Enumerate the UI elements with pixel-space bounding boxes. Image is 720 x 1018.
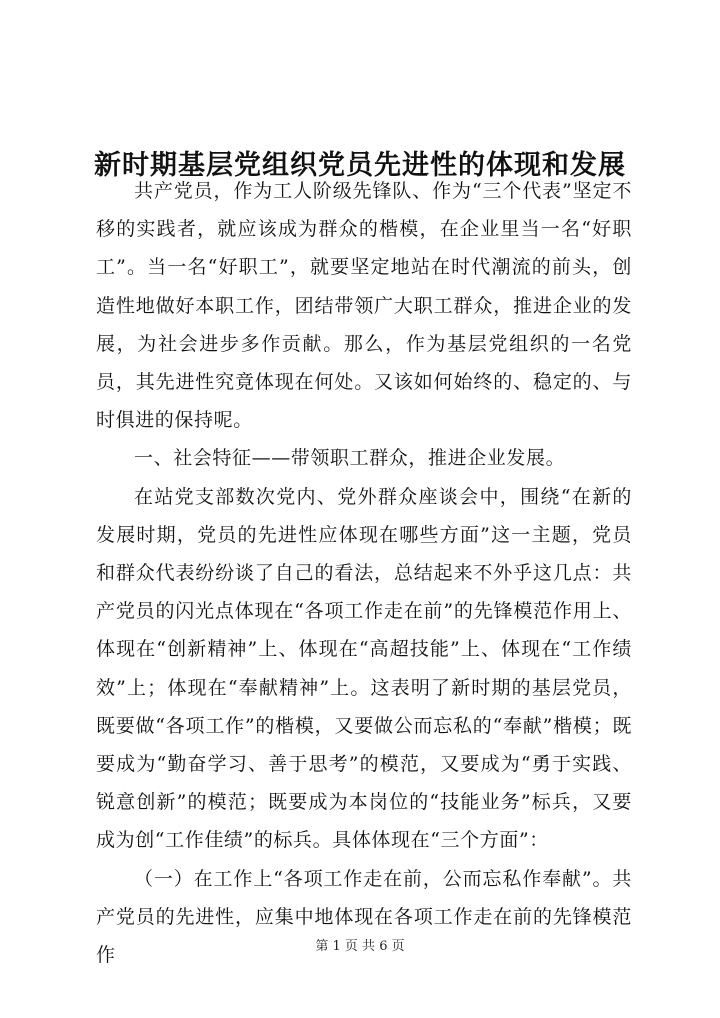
document-title: 新时期基层党组织党员先进性的体现和发展 (94, 150, 626, 182)
paragraph-subsection-1: （一）在工作上“各项工作走在前，公而忘私作奉献”。共产党员的先进性，应集中地体现在各项工作走在前的先锋模范作 (96, 867, 632, 967)
paragraph-discussion: 在站党支部数次党内、党外群众座谈会中，围绕“在新的发展时期，党员的先进性应体现在哪些方面”这一主题，党员和群众代表纷纷谈了自己的看法，总结起来不外乎这几点：共产党员的闪光点体现在“各项工作走在前”的先锋模范作用上、体现在“创新精神”上、体现在“高超技能”上、体现在“工作绩效”上；体现在“奉献精神”上。这表明了新时期的基层党员，既要做“各项工作”的楷模，又要做公而忘私的“奉献”楷模；既要成为“勤奋学习、善于思考”的模范，又要成为“勇于实践、锐意创新”的模范；既要成为本岗位的“技能业务”标兵，又要成为创“工作佳绩”的标兵。具体体现在“三个方面”： (96, 485, 632, 852)
section-heading-1: 一、社会特征——带领职工群众，推进企业发展。 (134, 447, 566, 470)
document-body (96, 172, 632, 974)
page-number-footer: 第 1 页 共 6 页 (315, 939, 405, 954)
paragraph-intro: 共产党员，作为工人阶级先锋队、作为“三个代表”坚定不移的实践者，就应该成为群众的楷模，在企业里当一名“好职工”。当一名“好职工”，就要坚定地站在时代潮流的前头，创造性地做好本职工作，团结带领广大职工群众，推进企业的发展，为社会进步多作贡献。那么，作为基层党组织的一名党员，其先进性究竟体现在何处。又该如何始终的、稳定的、与时俱进的保持呢。 (96, 180, 632, 432)
